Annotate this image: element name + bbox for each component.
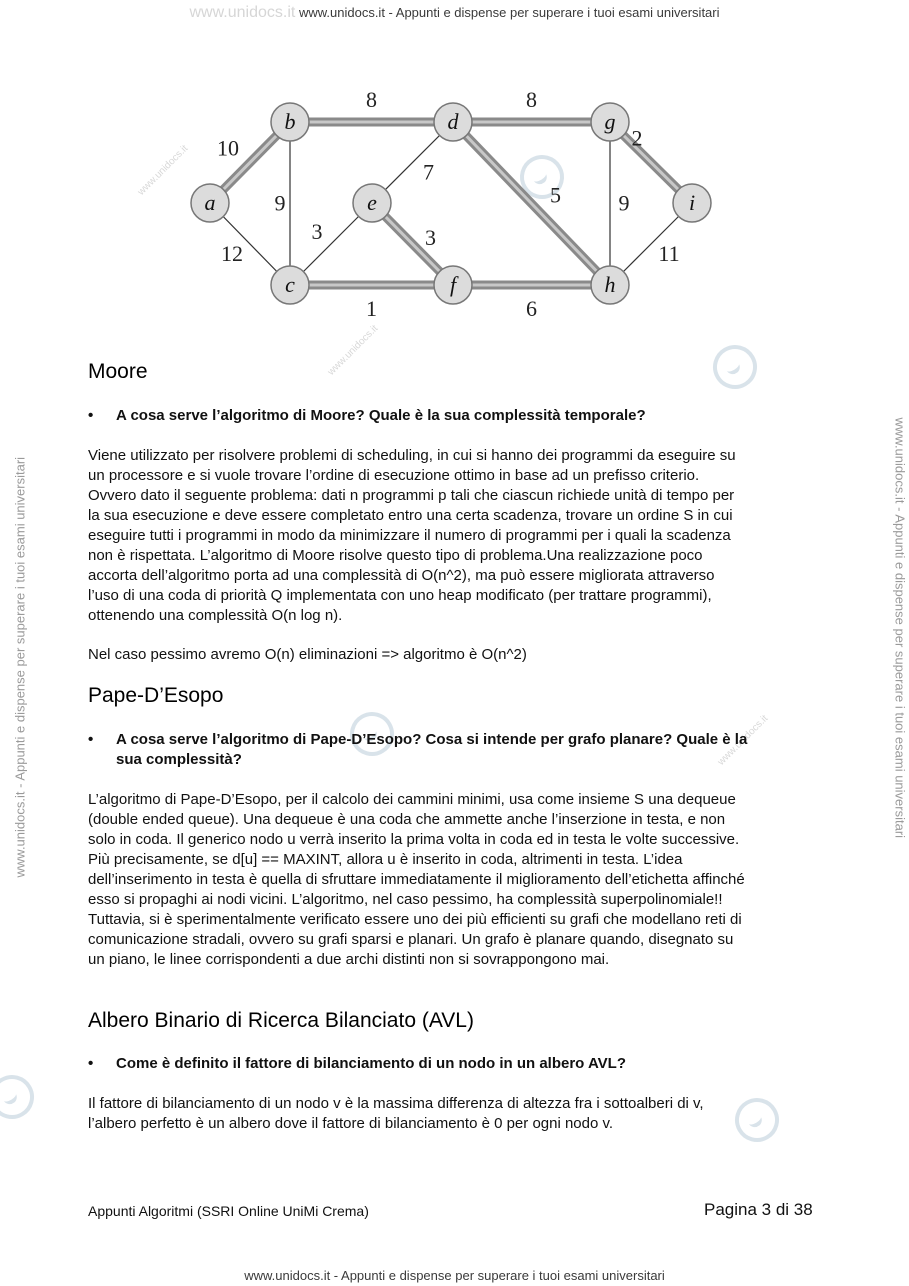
question-text: A cosa serve l’algoritmo di Moore? Quale è la sua complessità temporale? [116, 407, 646, 424]
answer-pape [88, 790, 823, 970]
text-line: solo in coda. Il generico nodo u verrà inserito la prima volta in coda ed in testa le volte successive. [88, 831, 740, 848]
watermark-diagonal: www.unidocs.it [715, 713, 771, 768]
text-line: esso si propaghi ai nodi vicini. L’algoritmo, nel caso pessimo, ha complessità superpolinomiale!! [88, 891, 723, 908]
bullet: • [88, 407, 94, 424]
text-line: eseguire tutti i programmi in modo da minimizzare il numero di programmi per i quali la scadenza [88, 527, 731, 544]
section-title-pape: Pape-D’Esopo [88, 684, 224, 707]
question-text: A cosa serve l’algoritmo di Pape-D’Esopo? Cosa si intende per grafo planare? Quale è la [116, 731, 748, 748]
edge-weight-label: 8 [366, 87, 377, 112]
watermark-top [0, 4, 909, 22]
section-title-avl: Albero Binario di Ricerca Bilanciato (AVL) [88, 1009, 474, 1032]
text-line: Il fattore di bilanciamento di un nodo v è la massima differenza di altezza fra i sottoalberi di v, [88, 1095, 704, 1112]
text-line: Ovvero dato il seguente problema: dati n programmi p tali che ciascun richiede unità di tempo per [88, 487, 735, 504]
section-title-moore: Moore [88, 360, 148, 383]
footer-page-number: Pagina 3 di 38 [704, 1200, 813, 1219]
answer-moore [88, 446, 823, 626]
graph-node-label: c [285, 272, 295, 297]
question-avl [88, 1054, 828, 1074]
watermark-diagonal: www.unidocs.it [135, 143, 191, 198]
question-pape [88, 730, 828, 770]
text-line: un processore e si vuole trovare l’ordine di esecuzione ottimo in base ad un prefisso criterio. [88, 467, 700, 484]
edge-weight-label: 12 [221, 241, 243, 266]
edge-weight-label: 7 [423, 159, 434, 185]
question-text: Come è definito il fattore di bilanciamento di un nodo in un albero AVL? [116, 1055, 627, 1072]
text-line: accorta dell’algoritmo porta ad una complessità di O(n^2), ma può essere migliorata attraverso [88, 567, 715, 584]
answer-avl [88, 1094, 823, 1134]
edge-weight-label: 6 [526, 296, 537, 320]
edge-weight-label: 8 [526, 87, 537, 112]
text-line: Più precisamente, se d[u] == MAXINT, allora u è inserito in coda, altrimenti in testa. L’idea [88, 851, 683, 868]
text-line: (double ended queue). Una dequeue è una coda che ammette anche l’inserzione in testa, e non [88, 811, 726, 828]
text-line: comunicazione stradali, ovvero su grafi sparsi e planari. Un grafo è planare quando, disegnato su [88, 931, 734, 948]
text-line: non è rispettata. L’algoritmo di Moore risolve questo tipo di problema.Una realizzazione poco [88, 547, 703, 564]
watermark-ghost-left: www.unidocs.it [189, 4, 296, 21]
edge-weight-label: 1 [366, 296, 377, 320]
note-moore: Nel caso pessimo avremo O(n) eliminazioni => algoritmo è O(n^2) [88, 646, 527, 663]
text-line: Viene utilizzato per risolvere problemi di scheduling, in cui si hanno dei programmi da eseguire su [88, 447, 736, 464]
footer-course: Appunti Algoritmi (SSRI Online UniMi Crema) [88, 1203, 369, 1219]
edge-weight-label: 3 [311, 219, 323, 244]
text-line: la sua esecuzione e deve essere completato entro una certa scadenza, trovare un ordine S in cui [88, 507, 733, 524]
bullet: • [88, 1055, 94, 1072]
unidocs-logo [0, 1067, 42, 1127]
graph-node-label: e [367, 190, 377, 215]
text-line: dell’inserimento in testa è quella di sfruttare immediatamente il miglioramento dell’etichetta affinché [88, 871, 745, 888]
watermark-side-left: www.unidocs.it - Appunti e dispense per superare i tuoi esami universitari [12, 456, 28, 878]
edge-weight-label: 3 [425, 225, 436, 250]
edge-weight-label: 9 [274, 190, 286, 216]
graph-figure [185, 85, 725, 320]
text-line: un piano, le linee corrispondenti a due archi distinti non si sovrappongono mai. [88, 951, 610, 968]
graph-node-label: b [284, 109, 296, 134]
edge-weight-label: 2 [631, 125, 643, 151]
watermark-side-right: www.unidocs.it - Appunti e dispense per superare i tuoi esami universitari [892, 417, 908, 839]
edge-weight-label: 5 [550, 182, 561, 208]
graph-node-label: a [204, 190, 216, 215]
graph-node-label: h [604, 272, 616, 297]
watermark-top-text: www.unidocs.it - Appunti e dispense per superare i tuoi esami universitari [298, 5, 720, 20]
edge-weight-label: 9 [618, 190, 630, 216]
edge-weight-label: 10 [217, 135, 239, 161]
bullet: • [88, 731, 94, 748]
edge-weight-label: 11 [658, 241, 680, 266]
question-text: sua complessità? [116, 751, 242, 768]
text-line: Tuttavia, si è sperimentalmente verificato essere uno dei più efficienti su grafi che modellano reti di [88, 911, 742, 928]
watermark-bottom [0, 1268, 909, 1283]
graph-edge-core [453, 122, 610, 285]
question-moore [88, 406, 828, 426]
text-line: l’albero perfetto è un albero dove il fattore di bilanciamento è 0 per ogni nodo v. [88, 1115, 614, 1132]
text-line: l’uso di una coda di priorità Q implementata con uno heap modificato (per trattare programmi), [88, 587, 712, 604]
unidocs-logo [705, 337, 765, 397]
graph-node-label: i [688, 190, 696, 215]
graph-node-label: d [447, 109, 459, 134]
graph-node-label: g [604, 109, 616, 134]
watermark-diagonal: www.unidocs.it [325, 323, 381, 378]
graph-node-label: f [449, 272, 457, 297]
text-line: L’algoritmo di Pape-D’Esopo, per il calcolo dei cammini minimi, usa come insieme S una dequeue [88, 791, 736, 808]
watermark-bottom-text: www.unidocs.it - Appunti e dispense per superare i tuoi esami universitari [244, 1268, 665, 1283]
text-line: ottenendo una complessità O(n log n). [88, 607, 343, 624]
